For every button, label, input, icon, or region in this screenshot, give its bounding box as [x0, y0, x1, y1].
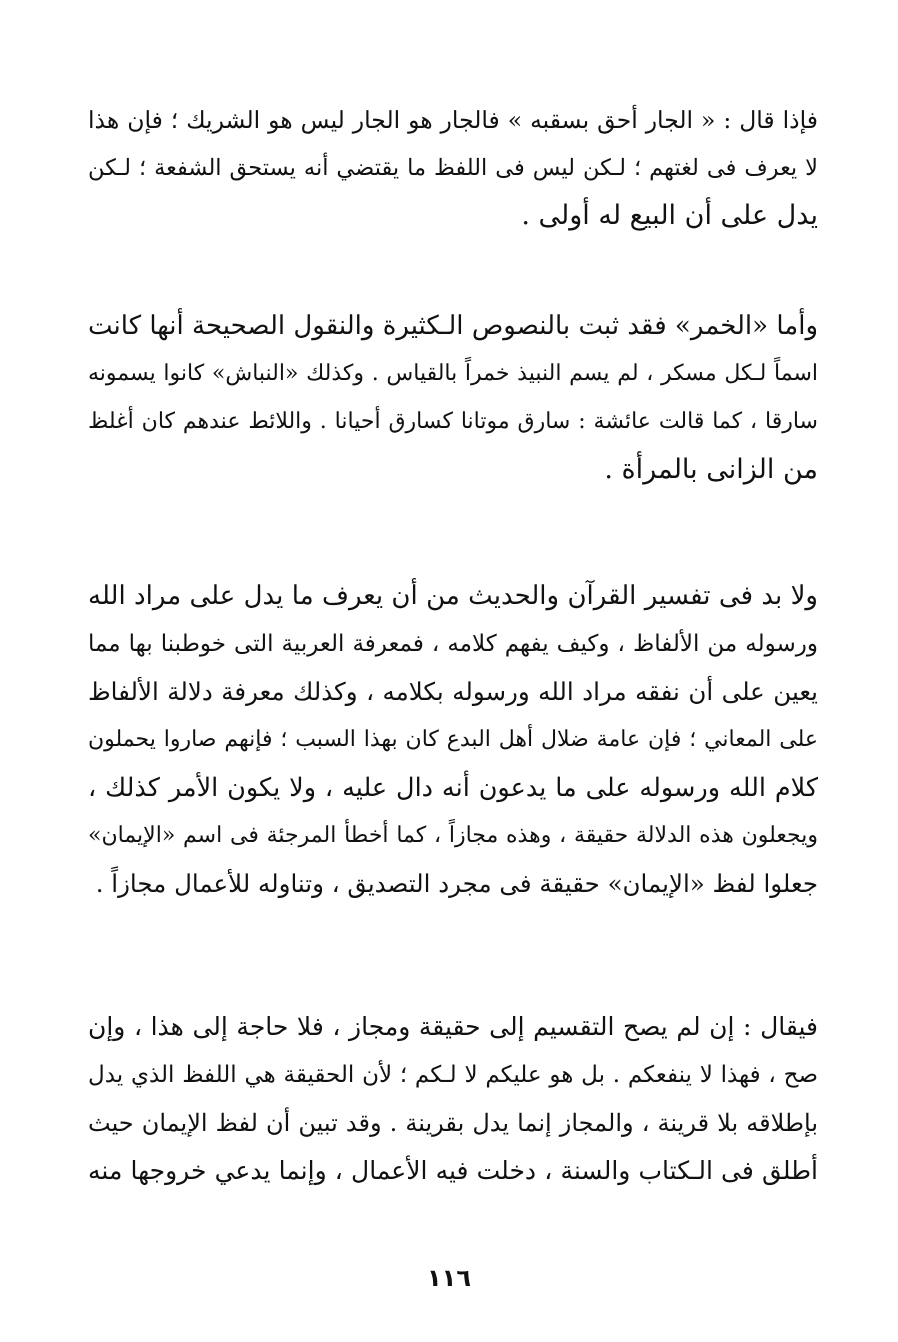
text-line: فإذا قال : « الجار أحق بسقبه » فالجار هو الجار ليس هو الشريك ؛ فإن هذا	[88, 106, 818, 134]
paragraph-4	[88, 1003, 818, 1195]
text-line: على المعاني ؛ فإن عامة ضلال أهل البدع كان بهذا السبب ؛ فإنهم صاروا يحملون	[88, 727, 818, 752]
page-number: ١١٦	[427, 1264, 471, 1292]
text-line: ويجعلون هذه الدلالة حقيقة ، وهذه مجازاً ، كما أخطأ المرجئة فى اسم «الإيمان»	[88, 823, 818, 848]
text-line: اسماً لـكل مسكر ، لم يسم النبيذ خمراً بالقياس . وكذلك «النباش» كانوا يسمونه	[88, 361, 818, 386]
text-line: صح ، فهذا لا ينفعكم . بل هو عليكم لا لـكم ؛ لأن الحقيقة هي اللفظ الذي يدل	[88, 1062, 818, 1088]
text-line: ورسوله من الألفاظ ، وكيف يفهم كلامه ، فمعرفة العربية التى خوطبنا بها مما	[88, 631, 818, 657]
paragraph-2	[88, 302, 818, 494]
text-line: سارقا ، كما قالت عائشة : سارق موتانا كسارق أحيانا . واللائط عندهم كان أغلظ	[88, 409, 818, 434]
paragraph-3	[88, 572, 818, 908]
text-line: لا يعرف فى لغتهم ؛ لـكن ليس فى اللفظ ما يقتضي أنه يستحق الشفعة ؛ لـكن	[88, 155, 818, 181]
text-line: بإطلاقه بلا قرينة ، والمجاز إنما يدل بقرينة . وقد تبين أن لفظ الإيمان حيث	[88, 1109, 818, 1137]
text-line: يعين على أن نفقه مراد الله ورسوله بكلامه ، وكذلك معرفة دلالة الألفاظ	[88, 677, 818, 706]
text-line: فيقال : إن لم يصح التقسيم إلى حقيقة ومجاز ، فلا حاجة إلى هذا ، وإن	[88, 1012, 818, 1041]
paragraph-1	[88, 96, 818, 240]
text-line: من الزانى بالمرأة .	[604, 454, 818, 485]
text-line: ولا بد فى تفسير القرآن والحديث من أن يعرف ما يدل على مراد الله	[88, 581, 818, 611]
text-line: جعلوا لفظ «الإيمان» حقيقة فى مجرد التصديق ، وتناوله للأعمال مجازاً .	[95, 869, 818, 898]
text-line: يدل على أن البيع له أولى .	[521, 200, 818, 231]
text-line: أطلق فى الـكتاب والسنة ، دخلت فيه الأعمال ، وإنما يدعي خروجها منه	[88, 1156, 818, 1185]
text-line: كلام الله ورسوله على ما يدعون أنه دال عليه ، ولا يكون الأمر كذلك ،	[88, 773, 818, 803]
text-line: وأما «الخمر» فقد ثبت بالنصوص الـكثيرة والنقول الصحيحة أنها كانت	[88, 311, 818, 341]
